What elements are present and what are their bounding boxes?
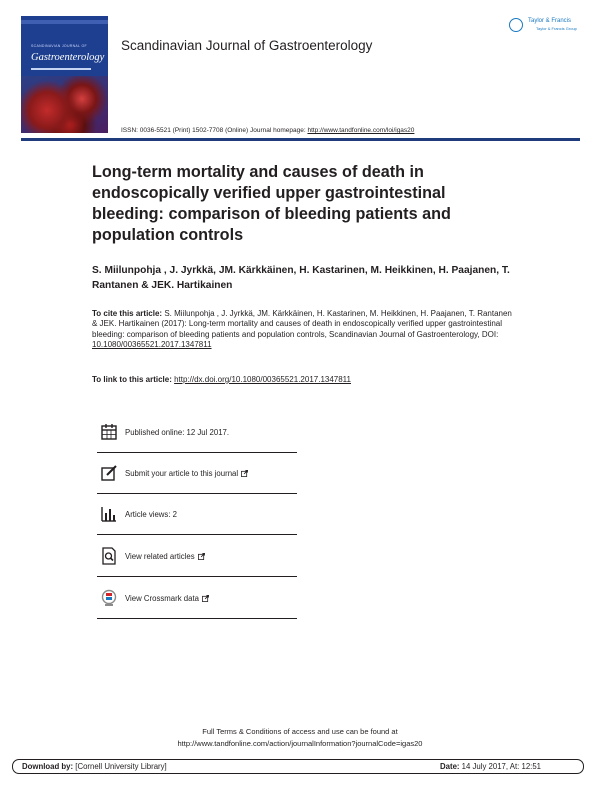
cover-small-header: SCANDINAVIAN JOURNAL OF [31,44,87,48]
crossmark-item[interactable] [97,589,297,629]
cover-band [21,20,108,24]
citation-doi-link[interactable]: 10.1080/00365521.2017.1347811 [92,340,212,350]
citation-text: S. Miilunpohja , J. Jyrkkä, JM. Kärkkäinen, H. Kastarinen, M. Heikkinen, H. Paajanen, T. Rantanen & JEK. Hartikainen (2017): Long-term mortality and causes of death in endoscopically verified upper gastrointestinal bleeding: comparison of bleeding patients and population controls, Scandinavian Journal of Gastroenterology, DOI: [92,309,512,339]
publisher-logo-line1: Taylor & Francis [528,18,572,24]
crossmark-icon [100,589,118,607]
item-divider [97,576,297,577]
citation-block [92,309,512,351]
journal-name: Scandinavian Journal of Gastroenterology [121,38,373,53]
article-link-url[interactable]: http://dx.doi.org/10.1080/00365521.2017.1347811 [174,375,351,384]
item-divider [97,493,297,494]
header-rule [21,138,580,141]
downloaded-by [22,762,167,771]
submit-article-label[interactable]: Submit your article to this journal [125,469,239,478]
download-date [440,762,541,771]
terms-text: Full Terms & Conditions of access and use can be found at [202,727,398,736]
external-link-icon [198,553,205,560]
article-authors: S. Miilunpohja , J. Jyrkkä, JM. Kärkkäinen, H. Kastarinen, M. Heikkinen, H. Paajanen, T. Rantanen & JEK. Hartikainen [92,265,510,291]
publisher-logo[interactable] [509,16,577,38]
crossmark-label[interactable]: View Crossmark data [125,594,199,603]
cover-artwork [21,76,108,133]
download-date-value: 14 July 2017, At: 12:51 [459,762,541,771]
calendar-icon [100,423,118,441]
article-views-item [97,505,297,545]
downloaded-by-value: [Cornell University Library] [73,762,167,771]
article-link-label: To link to this article: [92,375,175,384]
item-divider [97,534,297,535]
edit-icon [100,464,118,482]
submit-article-item[interactable] [97,464,297,504]
journal-homepage-link[interactable]: http://www.tandfonline.com/loi/igas20 [307,127,415,134]
article-link-line [92,375,351,384]
terms-link[interactable]: http://www.tandfonline.com/action/journalInformation?journalCode=igas20 [177,739,423,748]
citation-label: To cite this article: [92,309,165,318]
downloaded-by-label: Download by: [22,762,74,771]
related-articles-label[interactable]: View related articles [125,552,195,561]
search-document-icon [100,547,118,565]
cover-title: Gastroenterology [31,52,105,63]
item-divider [97,618,297,619]
item-divider [97,452,297,453]
publisher-logo-icon [509,18,523,32]
published-online-label: Published online: 12 Jul 2017. [125,428,230,437]
external-link-icon [202,595,209,602]
issn-line [121,127,414,134]
issn-text: ISSN: 0036-5521 (Print) 1502-7708 (Online) Journal homepage: [121,127,308,134]
external-link-icon [241,470,248,477]
journal-cover [21,16,108,133]
article-title: Long-term mortality and causes of death in endoscopically verified upper gastrointestinal bleeding: comparison of bleeding patients and population controls [92,163,451,244]
download-date-label: Date: [440,762,460,771]
related-articles-item[interactable] [97,547,297,587]
bar-chart-icon [100,505,118,523]
published-online-item [97,423,297,463]
article-views-label: Article views: 2 [125,510,177,519]
publisher-logo-line2: Taylor & Francis Group [536,26,577,31]
cover-strip [31,68,91,70]
